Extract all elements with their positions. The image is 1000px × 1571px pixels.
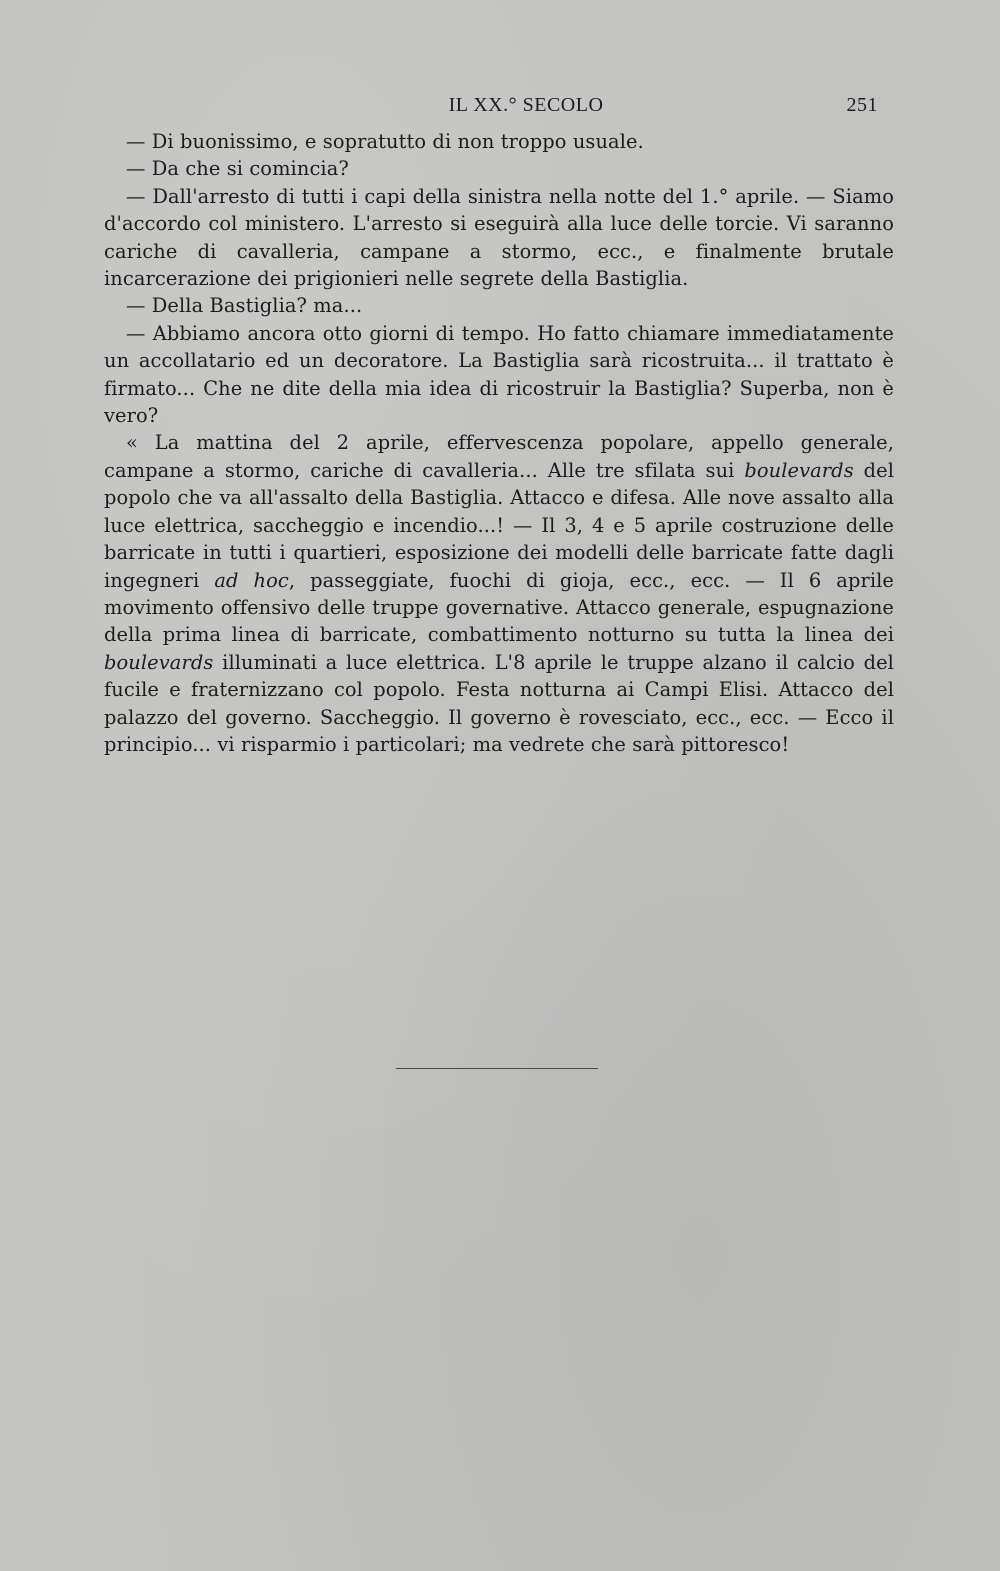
paragraph-2: — Da che si comincia? xyxy=(126,157,349,181)
page-header xyxy=(104,94,878,124)
body-text xyxy=(104,128,894,758)
paragraph-4: — Della Bastiglia? ma... xyxy=(126,294,363,318)
page-number: 251 xyxy=(846,94,878,116)
paragraph-1: — Di buonissimo, e sopratutto di non troppo usuale. xyxy=(126,130,644,153)
running-title: IL XX.° SECOLO xyxy=(448,94,604,116)
paragraph-6-italic-ad-hoc: ad hoc xyxy=(214,568,289,592)
paragraph-6-part-e: , passeggiate, fuochi di gioja, ecc., ecc. — Il 6 aprile movimento offensivo delle truppe governative. Attacco generale, espugnazione della prima linea di barricate, combattimento notturno su tutta la linea dei xyxy=(104,568,895,647)
section-divider-rule xyxy=(396,1068,598,1069)
paragraph-6-part-a: « La mattina del 2 aprile, effervescenza popolare, appello generale, campane a stormo, cariche di cavalleria... Alle tre sfilata sui xyxy=(104,431,894,482)
paragraph-6-italic-boulevards-2: boulevards xyxy=(104,650,214,674)
paragraph-6-italic-boulevards-1: boulevards xyxy=(744,458,854,482)
paragraph-3: — Dall'arresto di tutti i capi della sinistra nella notte del 1.° aprile. — Siamo d'accordo col ministero. L'arresto si eseguirà alla luce delle torcie. Vi saranno cariche di cavalleria, campane a stormo, ecc., e finalmente brutale incarcerazione dei prigionieri nelle segrete della Bastiglia. xyxy=(104,184,894,291)
paragraph-5: — Abbiamo ancora otto giorni di tempo. Ho fatto chiamare immediatamente un accollatario ed un decoratore. La Bastiglia sarà ricostruita... il trattato è firmato... Che ne dite della mia idea di ricostruir la Bastiglia? Superba, non è vero? xyxy=(104,321,894,428)
paragraph-6 xyxy=(104,429,894,758)
paragraph-6-part-c: del popolo che va all'assalto della Bastiglia. Attacco e difesa. Alle nove assalto alla luce elettrica, saccheggio e incendio...! — Il 3, 4 e 5 aprile costruzione delle barricate in tutti i quartieri, esposizione dei modelli delle barricate fatte dagli ingegneri xyxy=(104,458,894,592)
paragraph-6-part-g: illuminati a luce elettrica. L'8 aprile le truppe alzano il calcio del fucile e fraternizzano col popolo. Festa notturna ai Campi Elisi. Attacco del palazzo del governo. Saccheggio. Il governo è rovesciato, ecc., ecc. — Ecco il principio... vi risparmio i particolari; ma vedrete che sarà pittoresco! xyxy=(104,650,894,756)
